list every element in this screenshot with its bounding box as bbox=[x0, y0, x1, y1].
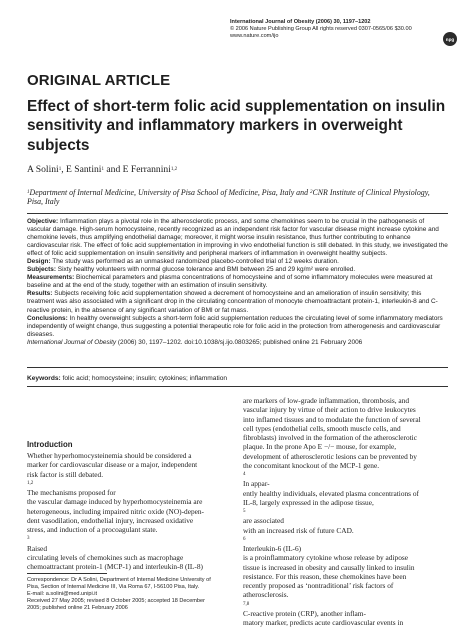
abstract-objective: Objective: Inflammation plays a pivotal role in the atherosclerotic process, and some chemokines seem to be crucial in the pathogenesis of vascular damage. High-serum homocysteine, recently recognized as an independent risk factor for vascular disease might increase cytokine and chemokine levels, thus amplifying endothelial damage; moreover, it might worse insulin resistance, thus further contributing to enhance cardiovascular risk. The effect of folic acid supplementation in improving in vivo endothelial function is still debated. In this study, we investigated the effect of folic acid supplementation on insulin sensitivity and peripheral markers of inflammation in overweight healthy subjects. bbox=[27, 218, 448, 258]
affiliations: $^1$Department of Internal Medicine, University of Pisa School of Medicine, Pisa, Italy and $^2$CNR Institute of Clinical Physiology, Pisa, Italy bbox=[27, 188, 430, 207]
article-type: ORIGINAL ARTICLE bbox=[27, 72, 171, 89]
npg-logo: npg bbox=[443, 32, 457, 46]
body-column-right: are markers of low-grade inflammation, thrombosis, and vascular injury by virtue of their action to drive leukocytes into inflamed tissues and to modulate the function of several cell types (endothelial cells, smooth muscle cells, and fibroblasts) involved in the formation of the atherosclerotic plaque. In the prone Apo E −/− mouse, for example, development of atherosclerotic lesions can be prevented by the concomitant knockout of the MCP-1 gene. $^4$ In appar- ently healthy individuals, elevated plasma concentrations of IL-8, largely expressed in the adipose tissue, $^5$ are associated with an increased risk of future CAD. $^6$ Interleukin-6 (IL-6) is a proinflammatory cytokine whose release by adipose tissue is increased in obesity and causally linked to insulin resistance. For this reason, these chemokines have been recently proposed as ‘nontraditional’ risk factors of atherosclerosis. $^{7,8}$ C-reactive protein (CRP), another inflam- matory marker, predicts acute cardiovascular events in bbox=[243, 396, 421, 627]
author-name: , E Santini bbox=[61, 164, 102, 175]
abstract-design: Design: The study was performed as an unmasked randomized placebo-controlled trial of 12 weeks duration. bbox=[27, 258, 339, 266]
abstract-top-rule bbox=[27, 213, 448, 214]
correspondence-email[interactable]: E-mail: a.solini@med.unipi.it bbox=[27, 591, 98, 598]
abstract-measurements: Measurements: Biochemical parameters and plasma concentrations of homocysteine and of some inflammatory molecules were measured at baseline and at the end of the study, together with an estimation of insulin sensitivity. bbox=[27, 274, 433, 290]
abstract-conclusions: Conclusions: In healthy overweight subjects a short-term folic acid supplementation reduces the circulating level of some inflammatory mediators independently of weight change, thus suggesting a potential therapeutic role for folic acid in the protection from atherogenesis and cardiovascular diseases. bbox=[27, 314, 443, 338]
correspondence-line: Correspondence: Dr A Solini, Department of Internal Medicine University of bbox=[27, 577, 211, 583]
reference-link[interactable]: 7,8 bbox=[243, 601, 250, 607]
article-title: Effect of short-term folic acid supplementation on insulin sensitivity and inflammatory markers in overweight subjects bbox=[27, 98, 446, 154]
abstract bbox=[27, 218, 448, 347]
abstract-results: Results: Subjects receiving folic acid supplementation showed a decrement of homocysteine and an amelioration of insulin sensitivity; this treatment was also associated with a significant drop in the circulating concentration of monocyte chemoattractant protein-1, interleukin-8 and C-reactive protein, in the absence of any significant variation of BMI or fat mass. bbox=[27, 290, 438, 314]
journal-citation-line: International Journal of Obesity (2006) 30, 1197–1202 bbox=[230, 19, 371, 25]
copyright-line: © 2006 Nature Publishing Group All rights reserved 0307-0565/06 $30.00 bbox=[230, 25, 412, 32]
abstract-subjects: Subjects: Sixty healthy volunteers with normal glucose tolerance and BMI between 25 and 29 kg/m² were enrolled. bbox=[27, 266, 356, 274]
footnote-rule bbox=[27, 573, 107, 574]
reference-link[interactable]: 6 bbox=[243, 536, 246, 542]
author-name: A Solini bbox=[27, 164, 59, 175]
body-column-left: Whether hyperhomocysteinemia should be considered a marker for cardiovascular disease or a major, independent risk factor is still debated. $^{1,2}$ The mechanisms proposed for the vascular damage induced by hyperhomocysteinemia are heterogeneous, including impaired nitric oxide (NO)-depen- dent vasodilation, endothelial injury, increased oxidative stress, and induction of a procoagulant state. $^3$ Raised circulating levels of chemokines such as macrophage chemoattractant protein-1 (MCP-1) and interleukin-8 (IL-8) bbox=[27, 451, 205, 571]
dates-line: Received 27 May 2005; revised 8 October 2005; accepted 18 December bbox=[27, 598, 205, 605]
abstract-citation: International Journal of Obesity (2006) 30, 1197–1202. doi:10.1038/sj.ijo.0803265; published online 21 February 2006 bbox=[27, 338, 363, 346]
footnotes bbox=[27, 577, 232, 612]
author-name: and E Ferrannini bbox=[103, 164, 171, 175]
keywords-top-rule bbox=[27, 367, 448, 368]
keywords: Keywords: folic acid; homocysteine; insulin; cytokines; inflammation bbox=[27, 375, 228, 382]
reference-link[interactable]: 3 bbox=[27, 536, 30, 542]
dates-line: 2005; published online 21 February 2006 bbox=[27, 605, 128, 612]
journal-url[interactable]: www.nature.com/ijo bbox=[230, 32, 279, 39]
journal-header bbox=[230, 19, 440, 40]
section-heading-introduction: Introduction bbox=[27, 440, 73, 449]
correspondence-line: Pisa, Section of Internal Medicine III, Via Roma 67, I-56100 Pisa, Italy. bbox=[27, 584, 200, 591]
reference-link[interactable]: 1,2 bbox=[27, 480, 34, 486]
reference-link[interactable]: 4 bbox=[243, 472, 246, 477]
keywords-bottom-rule bbox=[27, 386, 448, 387]
author-list: A Solini$^1$, E Santini$^1$ and E Ferrannini$^{1,2}$ bbox=[27, 164, 178, 175]
reference-link[interactable]: 5 bbox=[243, 509, 246, 514]
